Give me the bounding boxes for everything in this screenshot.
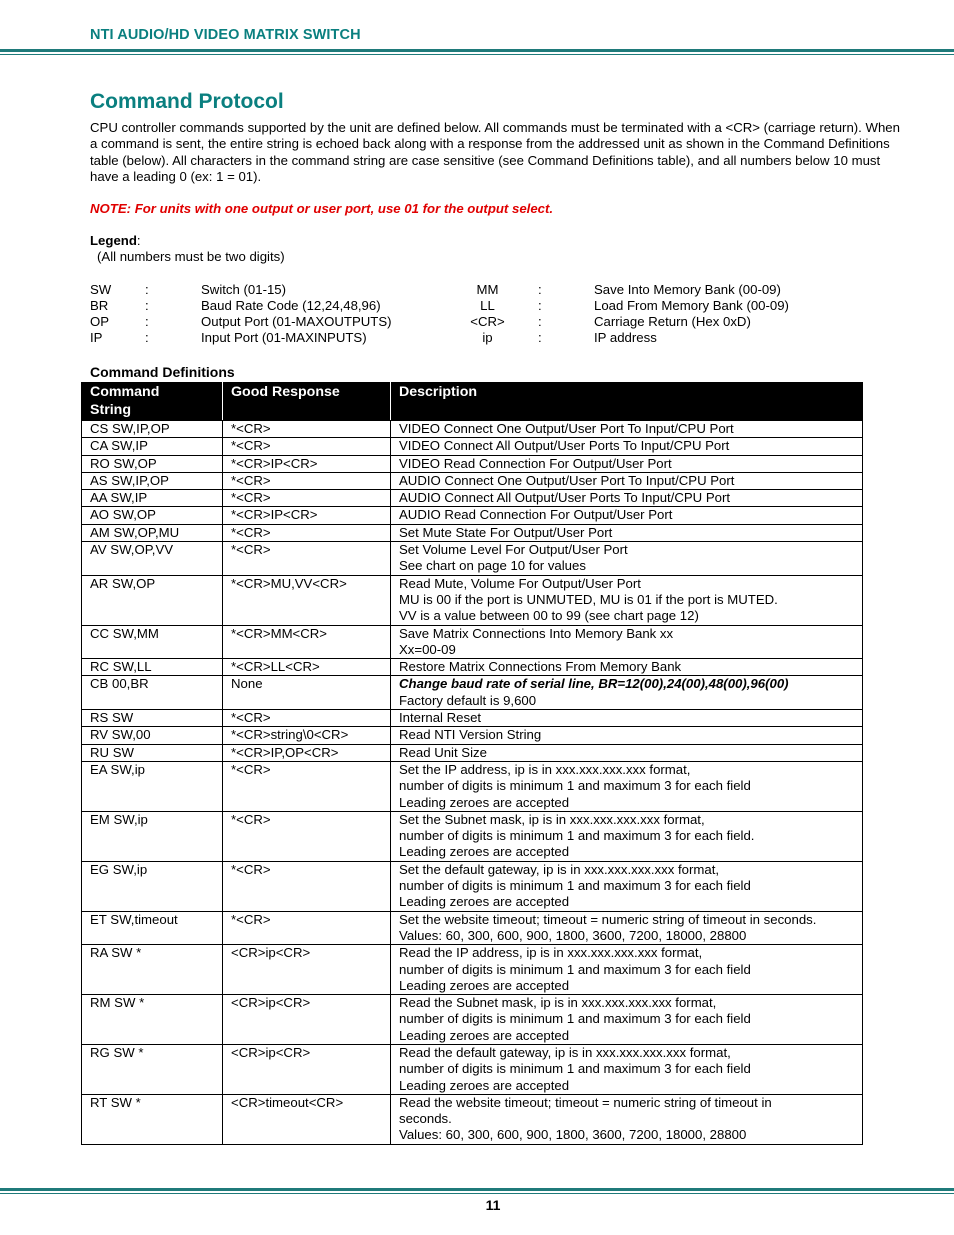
command-cell: EM SW,ip xyxy=(82,811,223,861)
legend-row xyxy=(0,314,954,330)
description-line: Restore Matrix Connections From Memory Bank xyxy=(399,659,682,675)
legend-separator: : xyxy=(145,298,149,313)
description-line: Read NTI Version String xyxy=(399,727,542,743)
command-cell: RC SW,LL xyxy=(82,659,223,676)
description-line: number of digits is minimum 1 and maximum 3 for each field. xyxy=(399,828,755,844)
description-line: Values: 60, 300, 600, 900, 1800, 3600, 7200, 18000, 28800 xyxy=(399,927,747,943)
description-cell xyxy=(391,744,863,761)
legend-separator: : xyxy=(145,282,149,297)
description-line: Change baud rate of serial line, BR=12(00),24(00),48(00),96(00) xyxy=(399,676,789,692)
legend-row xyxy=(0,298,954,314)
description-line: AUDIO Connect One Output/User Port To Input/CPU Port xyxy=(399,472,735,488)
response-cell: None xyxy=(223,676,391,710)
description-line: Save Matrix Connections Into Memory Bank xx xyxy=(399,625,674,641)
table-row xyxy=(82,575,863,625)
description-line: Read the IP address, ip is in xxx.xxx.xxx.xxx format, xyxy=(399,945,703,961)
description-cell xyxy=(391,472,863,489)
legend-definition: Save Into Memory Bank (00-09) xyxy=(594,282,781,297)
table-row xyxy=(82,710,863,727)
command-cell: RT SW * xyxy=(82,1094,223,1144)
description-line: VIDEO Connect One Output/User Port To Input/CPU Port xyxy=(399,421,734,436)
command-cell: AM SW,OP,MU xyxy=(82,524,223,541)
legend-subtitle: (All numbers must be two digits) xyxy=(97,249,285,264)
command-cell: RM SW * xyxy=(82,995,223,1045)
table-row xyxy=(82,727,863,744)
table-row xyxy=(82,507,863,524)
description-line: Leading zeroes are accepted xyxy=(399,894,570,910)
legend-definition: Switch (01-15) xyxy=(201,282,287,297)
description-cell xyxy=(391,1094,863,1144)
command-cell: RU SW xyxy=(82,744,223,761)
response-cell: *<CR> xyxy=(223,761,391,811)
description-cell xyxy=(391,421,863,438)
column-header-response: Good Response xyxy=(223,383,391,421)
description-line: VV is a value between 00 to 99 (see chart page 12) xyxy=(399,608,699,624)
command-cell: CS SW,IP,OP xyxy=(82,421,223,438)
response-cell: *<CR>IP<CR> xyxy=(223,455,391,472)
description-cell xyxy=(391,911,863,945)
command-cell: EG SW,ip xyxy=(82,861,223,911)
description-cell xyxy=(391,761,863,811)
table-row xyxy=(82,625,863,659)
description-line: VIDEO Read Connection For Output/User Port xyxy=(399,455,672,471)
description-cell xyxy=(391,710,863,727)
description-line: AUDIO Connect All Output/User Ports To Input/CPU Port xyxy=(399,490,731,506)
legend-abbreviation: MM xyxy=(476,282,499,297)
description-cell xyxy=(391,995,863,1045)
command-cell: RS SW xyxy=(82,710,223,727)
description-line: number of digits is minimum 1 and maximum 3 for each field xyxy=(399,778,751,794)
description-line: See chart on page 10 for values xyxy=(399,558,586,574)
description-cell xyxy=(391,507,863,524)
description-line: number of digits is minimum 1 and maximum 3 for each field xyxy=(399,961,751,977)
description-line: VIDEO Connect All Output/User Ports To Input/CPU Port xyxy=(399,438,730,454)
description-line: Leading zeroes are accepted xyxy=(399,844,570,860)
response-cell: *<CR>MM<CR> xyxy=(223,625,391,659)
command-cell: ET SW,timeout xyxy=(82,911,223,945)
legend-separator: : xyxy=(538,314,542,329)
command-cell: EA SW,ip xyxy=(82,761,223,811)
table-row xyxy=(82,744,863,761)
description-line: number of digits is minimum 1 and maximum 3 for each field xyxy=(399,878,751,894)
table-caption: Command Definitions xyxy=(90,364,235,380)
table-row xyxy=(82,455,863,472)
legend-abbreviation: SW xyxy=(90,282,112,297)
legend-abbreviation: OP xyxy=(90,314,110,329)
table-row xyxy=(82,761,863,811)
response-cell: *<CR> xyxy=(223,811,391,861)
response-cell: <CR>ip<CR> xyxy=(223,945,391,995)
legend-label: Legend: xyxy=(90,233,141,248)
response-cell: *<CR>LL<CR> xyxy=(223,659,391,676)
description-cell xyxy=(391,438,863,455)
description-line: Read the website timeout; timeout = numeric string of timeout in xyxy=(399,1094,772,1110)
command-cell: AS SW,IP,OP xyxy=(82,472,223,489)
legend-definition: Load From Memory Bank (00-09) xyxy=(594,298,789,313)
legend-row xyxy=(0,330,954,346)
description-line: Read Unit Size xyxy=(399,744,487,760)
response-cell: *<CR> xyxy=(223,524,391,541)
command-cell: CC SW,MM xyxy=(82,625,223,659)
table-row xyxy=(82,490,863,507)
legend-separator: : xyxy=(145,314,149,329)
table-row xyxy=(82,811,863,861)
legend-definition: Carriage Return (Hex 0xD) xyxy=(594,314,751,329)
table-row xyxy=(82,524,863,541)
description-cell xyxy=(391,811,863,861)
description-cell xyxy=(391,490,863,507)
table-body xyxy=(82,421,863,1145)
command-cell: RG SW * xyxy=(82,1044,223,1094)
header-rule-thick xyxy=(0,49,954,52)
legend-definition: Input Port (01-MAXINPUTS) xyxy=(201,330,367,345)
table-row xyxy=(82,911,863,945)
description-line: Leading zeroes are accepted xyxy=(399,794,570,810)
column-header-description: Description xyxy=(391,383,863,421)
description-line: Xx=00-09 xyxy=(399,641,456,657)
table-row xyxy=(82,945,863,995)
description-line: Set Mute State For Output/User Port xyxy=(399,524,613,540)
description-cell xyxy=(391,861,863,911)
legend-abbreviation: BR xyxy=(90,298,109,313)
command-cell: AV SW,OP,VV xyxy=(82,542,223,576)
description-line: Set the website timeout; timeout = numeric string of timeout in seconds. xyxy=(399,911,817,927)
legend-separator: : xyxy=(538,330,542,345)
description-cell xyxy=(391,1044,863,1094)
description-cell xyxy=(391,524,863,541)
description-line: Read Mute, Volume For Output/User Port xyxy=(399,575,641,591)
table-row xyxy=(82,861,863,911)
response-cell: *<CR>IP,OP<CR> xyxy=(223,744,391,761)
table-row xyxy=(82,676,863,710)
response-cell: <CR>ip<CR> xyxy=(223,1044,391,1094)
section-title: Command Protocol xyxy=(90,90,284,113)
response-cell: *<CR> xyxy=(223,438,391,455)
description-line: number of digits is minimum 1 and maximum 3 for each field xyxy=(399,1061,751,1077)
note-text: NOTE: For units with one output or user port, use 01 for the output select. xyxy=(90,201,554,216)
command-cell: CA SW,IP xyxy=(82,438,223,455)
table-row xyxy=(82,1044,863,1094)
legend-row xyxy=(0,282,954,298)
legend-separator: : xyxy=(145,330,149,345)
description-line: Factory default is 9,600 xyxy=(399,692,537,708)
description-cell xyxy=(391,945,863,995)
description-line: Leading zeroes are accepted xyxy=(399,1077,570,1093)
command-cell: RV SW,00 xyxy=(82,727,223,744)
legend-abbreviation: IP xyxy=(90,330,103,345)
description-cell xyxy=(391,455,863,472)
legend-abbreviation: ip xyxy=(482,330,493,345)
legend-separator: : xyxy=(538,282,542,297)
command-cell: AR SW,OP xyxy=(82,575,223,625)
legend-definition: Output Port (01-MAXOUTPUTS) xyxy=(201,314,392,329)
description-cell xyxy=(391,575,863,625)
response-cell: *<CR> xyxy=(223,861,391,911)
description-cell xyxy=(391,727,863,744)
response-cell: *<CR>IP<CR> xyxy=(223,507,391,524)
response-cell: *<CR> xyxy=(223,421,391,438)
description-line: Set the Subnet mask, ip is in xxx.xxx.xxx.xxx format, xyxy=(399,811,705,827)
page-number: 11 xyxy=(485,1197,501,1213)
description-line: Leading zeroes are accepted xyxy=(399,977,570,993)
description-cell xyxy=(391,625,863,659)
description-line: Internal Reset xyxy=(399,710,482,726)
command-cell: AA SW,IP xyxy=(82,490,223,507)
table-row xyxy=(82,659,863,676)
table-header-row xyxy=(82,383,863,421)
legend-definition: IP address xyxy=(594,330,657,345)
table-row xyxy=(82,1094,863,1144)
table-row xyxy=(82,472,863,489)
header-rule-thin xyxy=(0,54,954,55)
response-cell: *<CR>MU,VV<CR> xyxy=(223,575,391,625)
footer-rule-thin xyxy=(0,1193,954,1194)
description-line: MU is 00 if the port is UNMUTED, MU is 01 if the port is MUTED. xyxy=(399,591,778,607)
description-cell xyxy=(391,676,863,710)
column-header-command: Command String xyxy=(82,383,223,421)
description-line: Set Volume Level For Output/User Port xyxy=(399,542,628,558)
command-cell: RA SW * xyxy=(82,945,223,995)
command-cell: AO SW,OP xyxy=(82,507,223,524)
response-cell: *<CR> xyxy=(223,710,391,727)
response-cell: *<CR> xyxy=(223,490,391,507)
legend-abbreviation: LL xyxy=(480,298,495,313)
legend-label-text: Legend xyxy=(90,233,137,248)
description-line: Values: 60, 300, 600, 900, 1800, 3600, 7200, 18000, 28800 xyxy=(399,1127,747,1143)
command-cell: RO SW,OP xyxy=(82,455,223,472)
description-cell xyxy=(391,659,863,676)
legend-separator: : xyxy=(538,298,542,313)
command-cell: CB 00,BR xyxy=(82,676,223,710)
command-definitions-table xyxy=(81,382,863,1145)
response-cell: *<CR> xyxy=(223,911,391,945)
intro-paragraph: CPU controller commands supported by the unit are defined below. All commands must be terminated with a <CR> (carriage return). When a command is sent, the entire string is echoed back along with a response from the addressed unit as shown in the Command Definitions table (below). All characters in the command string are case sensitive (see Command Definitions table), and all numbers below 10 must have a leading 0 (ex: 1 = 01). xyxy=(90,120,900,185)
footer-rule-thick xyxy=(0,1188,954,1191)
description-line: AUDIO Read Connection For Output/User Port xyxy=(399,507,673,523)
description-line: seconds. xyxy=(399,1111,452,1127)
running-header: NTI AUDIO/HD VIDEO MATRIX SWITCH xyxy=(90,27,361,43)
legend-definition: Baud Rate Code (12,24,48,96) xyxy=(201,298,381,313)
response-cell: <CR>timeout<CR> xyxy=(223,1094,391,1144)
table-row xyxy=(82,995,863,1045)
description-line: Leading zeroes are accepted xyxy=(399,1027,570,1043)
response-cell: *<CR> xyxy=(223,472,391,489)
description-cell xyxy=(391,542,863,576)
table-row xyxy=(82,438,863,455)
description-line: Set the IP address, ip is in xxx.xxx.xxx.xxx format, xyxy=(399,761,691,777)
description-line: Read the Subnet mask, ip is in xxx.xxx.xxx.xxx format, xyxy=(399,995,717,1011)
description-line: Read the default gateway, ip is in xxx.xxx.xxx.xxx format, xyxy=(399,1044,731,1060)
response-cell: *<CR>string\0<CR> xyxy=(223,727,391,744)
response-cell: *<CR> xyxy=(223,542,391,576)
table-row xyxy=(82,421,863,438)
description-line: Set the default gateway, ip is in xxx.xxx.xxx.xxx format, xyxy=(399,861,720,877)
legend-abbreviation: <CR> xyxy=(470,314,505,329)
description-line: number of digits is minimum 1 and maximum 3 for each field xyxy=(399,1011,751,1027)
response-cell: <CR>ip<CR> xyxy=(223,995,391,1045)
table-row xyxy=(82,542,863,576)
